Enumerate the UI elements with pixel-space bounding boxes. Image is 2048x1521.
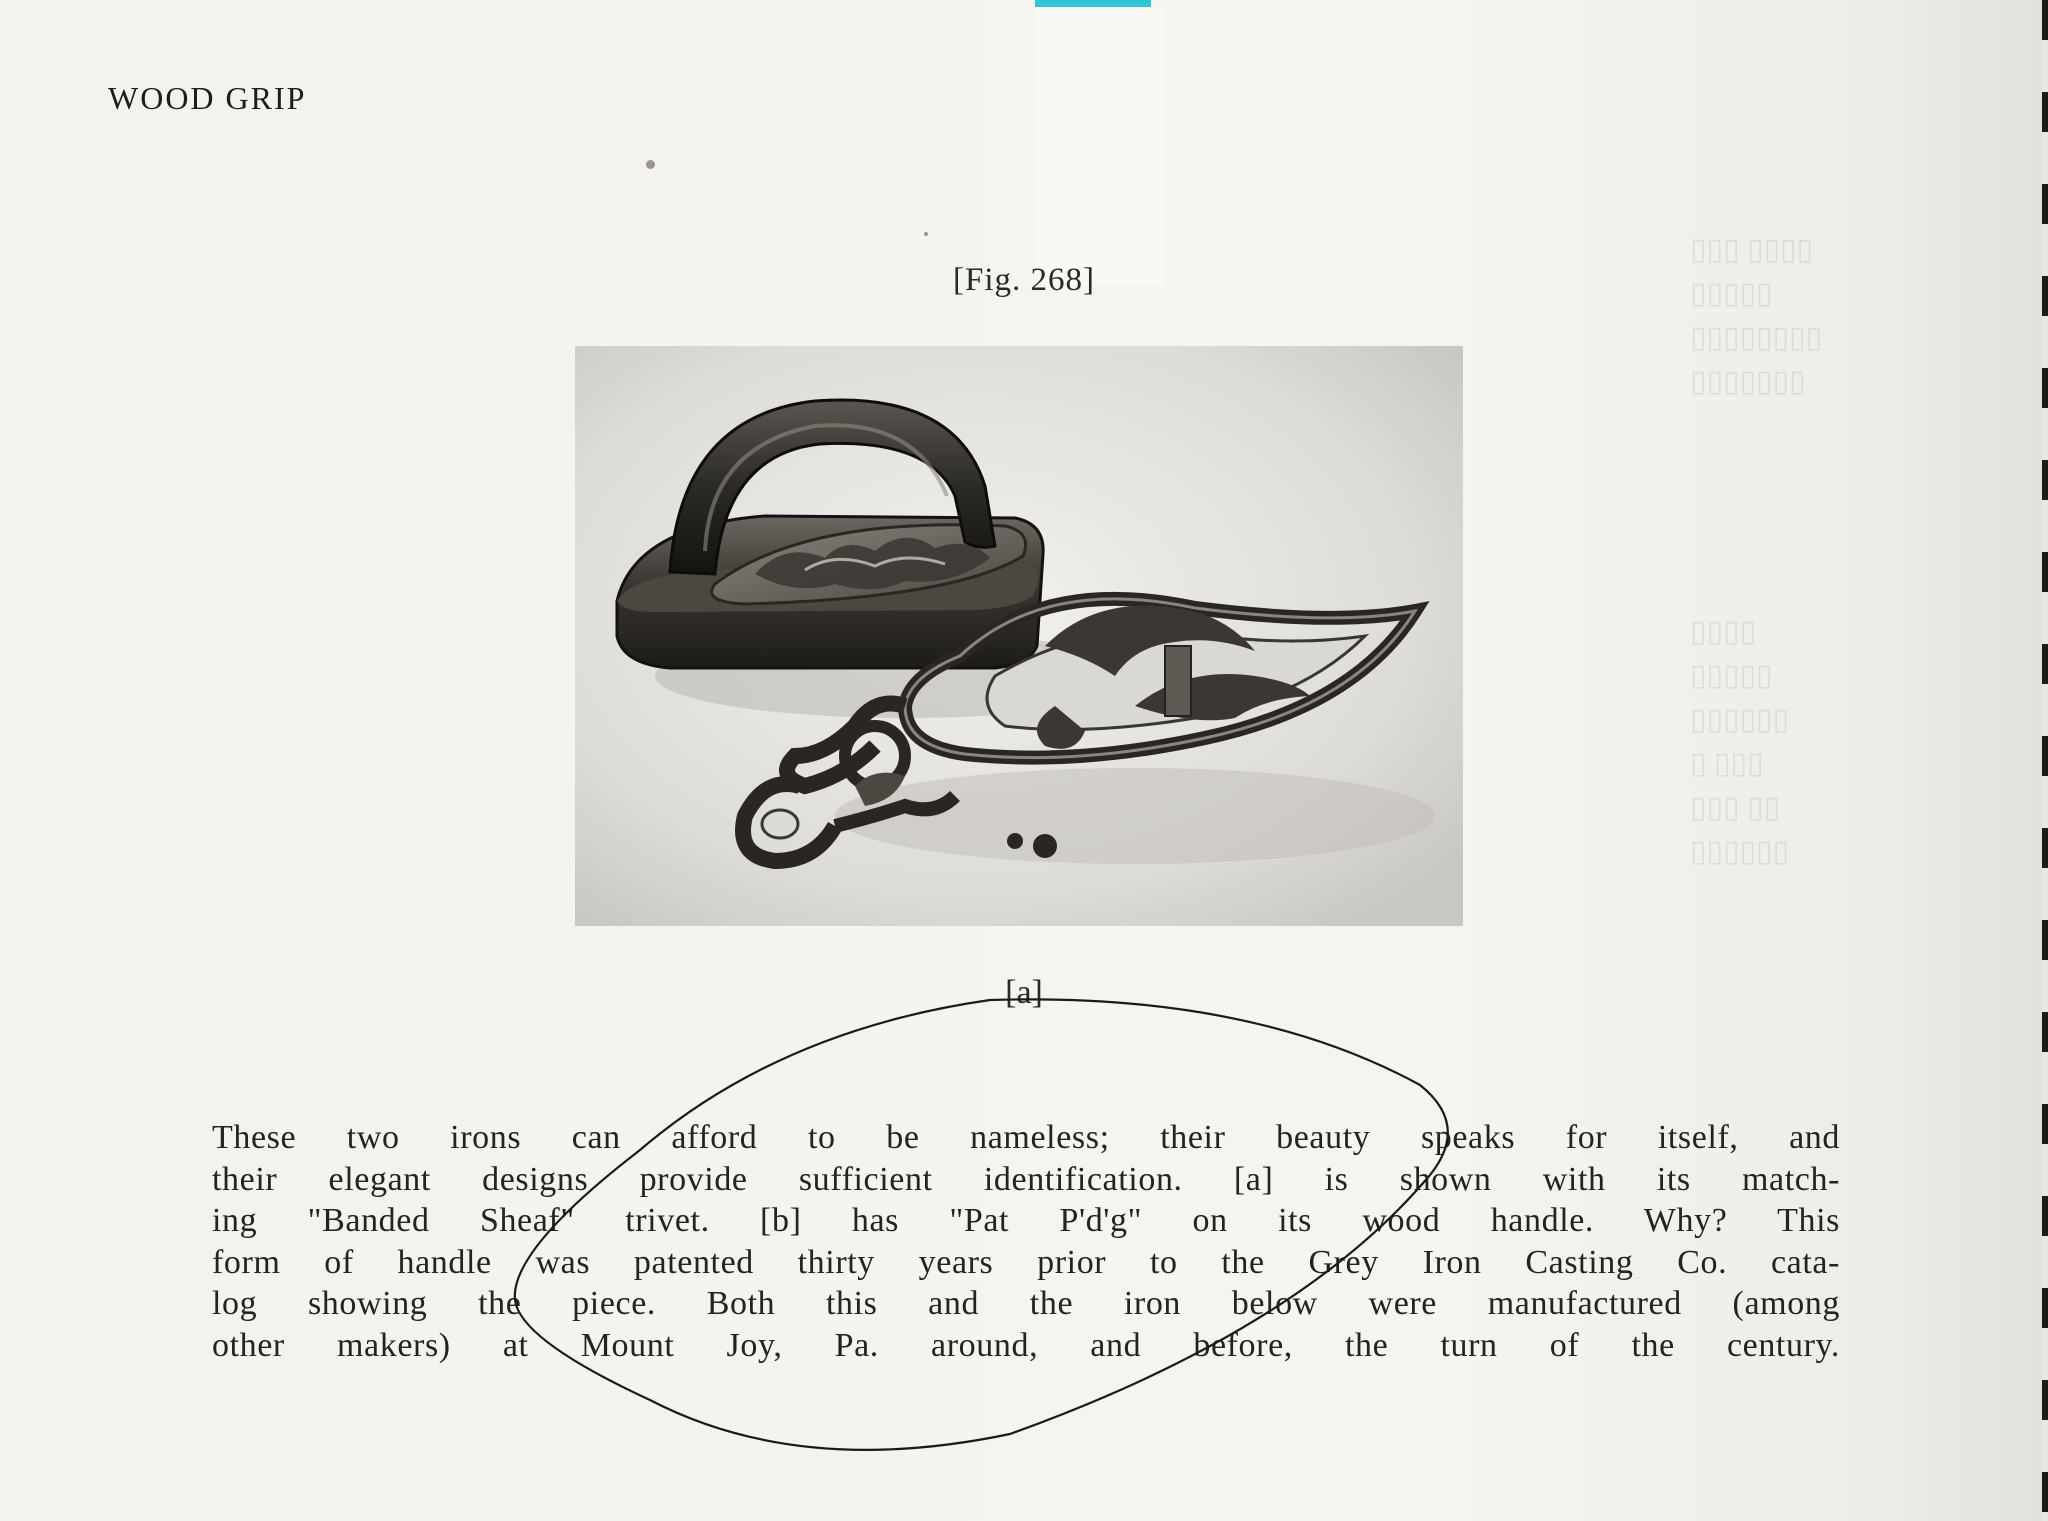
page-edge-shadow [2042,0,2048,1521]
text-line: log showing the piece. Both this and the iron below were manufactured (among [212,1285,1840,1322]
running-head: WOOD GRIP [108,80,307,116]
show-through-text: ▯▯▯▯ ▯▯▯▯▯ ▯▯▯▯▯▯ ▯ ▯▯▯ ▯▯▯ ▯▯ ▯▯▯▯▯▯ [1690,615,1790,868]
text-line: other makers) at Mount Joy, Pa. around, and before, the turn of the century. [212,1326,1840,1364]
cyan-tab-marker [1035,0,1151,7]
iron-and-trivet-illustration [575,346,1463,926]
figure-photo [575,346,1463,926]
photo-caption: [a] [1005,974,1043,1011]
text-line: These two irons can afford to be nameless; their beauty speaks for itself, and [212,1119,1840,1156]
figure-label: [Fig. 268] [953,262,1095,298]
body-paragraph [212,1117,1840,1366]
paper-speck [924,232,928,236]
paper-speck [646,160,655,169]
text-line: ing "Banded Sheaf" trivet. [b] has "Pat P'd'g" on its wood handle. Why? This [212,1202,1840,1239]
show-through-text: ▯▯▯ ▯▯▯▯ ▯▯▯▯▯ ▯▯▯▯▯▯▯▯ ▯▯▯▯▯▯▯ [1690,233,1823,398]
paper-bleed-strip [1035,7,1165,285]
text-line: form of handle was patented thirty years prior to the Grey Iron Casting Co. cata- [212,1243,1840,1281]
text-line: their elegant designs provide sufficient identification. [a] is shown with its match- [212,1160,1840,1198]
